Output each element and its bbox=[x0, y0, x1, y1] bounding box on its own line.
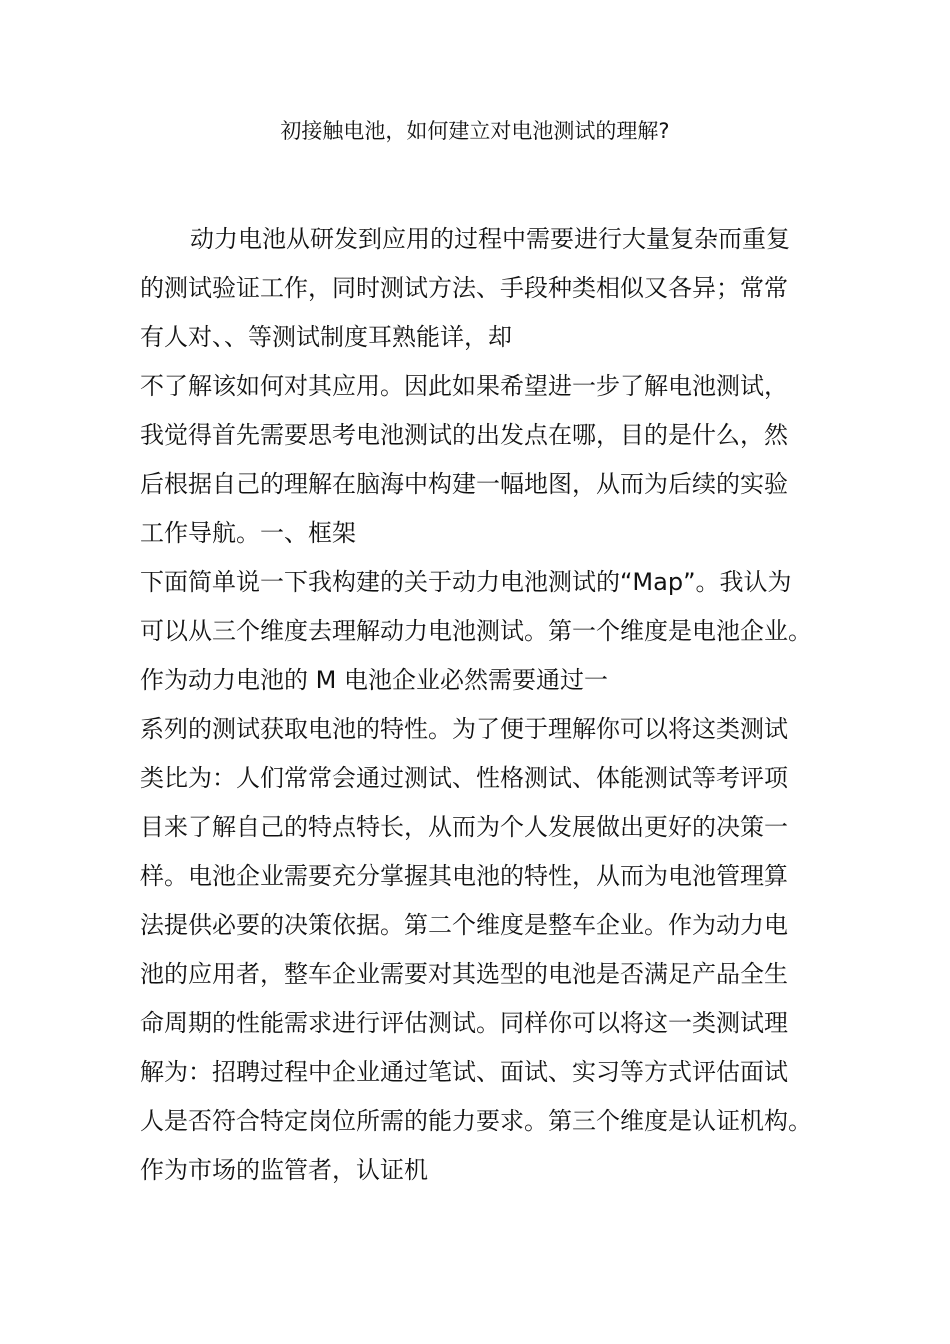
paragraph-line: 后根据自己的理解在脑海中构建一幅地图，从而为后续的实验 bbox=[140, 470, 788, 498]
paragraph-line: 动力电池从研发到应用的过程中需要进行大量复杂而重复 bbox=[190, 225, 790, 253]
paragraph-line: 解为：招聘过程中企业通过笔试、面试、实习等方式评估面试 bbox=[140, 1058, 788, 1086]
paragraph-line: 系列的测试获取电池的特性。为了便于理解你可以将这类测试 bbox=[140, 715, 788, 743]
document-title: 初接触电池，如何建立对电池测试的理解? bbox=[280, 119, 670, 143]
paragraph-line: 作为动力电池的 M 电池企业必然需要通过一 bbox=[140, 666, 608, 694]
paragraph-line: 目来了解自己的特点特长，从而为个人发展做出更好的决策一 bbox=[140, 813, 788, 841]
paragraph-line: 样。电池企业需要充分掌握其电池的特性，从而为电池管理算 bbox=[140, 862, 788, 890]
document-body bbox=[140, 215, 860, 1195]
paragraph-line: 不了解该如何对其应用。因此如果希望进一步了解电池测试， bbox=[140, 372, 788, 400]
paragraph-line: 作为市场的监管者，认证机 bbox=[140, 1156, 428, 1184]
paragraph-line: 有人对、、等测试制度耳熟能详，却 bbox=[140, 323, 512, 351]
paragraph-line: 我觉得首先需要思考电池测试的出发点在哪，目的是什么，然 bbox=[140, 421, 788, 449]
paragraph-line: 工作导航。一、框架 bbox=[140, 519, 356, 547]
paragraph-line: 命周期的性能需求进行评估测试。同样你可以将这一类测试理 bbox=[140, 1009, 788, 1037]
paragraph-line: 可以从三个维度去理解动力电池测试。第一个维度是电池企业。 bbox=[140, 617, 812, 645]
paragraph-line: 下面简单说一下我构建的关于动力电池测试的“Map”。我认为 bbox=[140, 568, 792, 596]
paragraph-line: 法提供必要的决策依据。第二个维度是整车企业。作为动力电 bbox=[140, 911, 788, 939]
paragraph-line: 的测试验证工作，同时测试方法、手段种类相似又各异；常常 bbox=[140, 274, 788, 302]
paragraph-line: 类比为：人们常常会通过测试、性格测试、体能测试等考评项 bbox=[140, 764, 788, 792]
paragraph-line: 人是否符合特定岗位所需的能力要求。第三个维度是认证机构。 bbox=[140, 1107, 812, 1135]
paragraph-line: 池的应用者，整车企业需要对其选型的电池是否满足产品全生 bbox=[140, 960, 788, 988]
